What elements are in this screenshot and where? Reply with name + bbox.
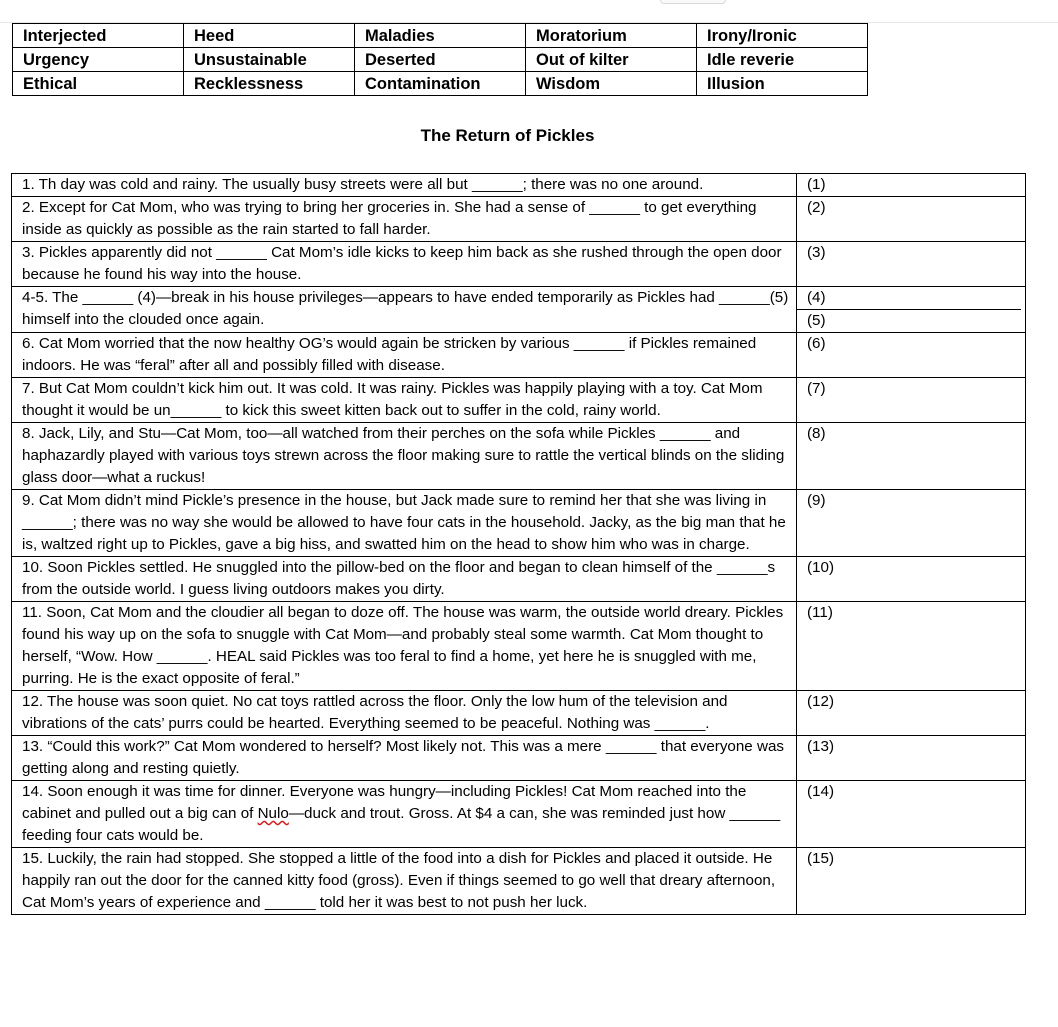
sentence-text: 12. The house was soon quiet. No cat toys rattled across the floor. Only the low hum of the television and vibrations of the cats’ purrs could be hearted. Everything seemed to be peaceful. Nothing was ______. — [12, 691, 797, 736]
sentence-row — [12, 848, 1026, 915]
answer-cell[interactable] — [797, 378, 1026, 423]
sentence-row — [12, 490, 1026, 557]
answer-number: (4) — [807, 289, 826, 306]
sentence-row — [12, 557, 1026, 602]
word-bank-term: Wisdom — [526, 72, 697, 96]
sentence-row — [12, 333, 1026, 378]
word-bank-term: Unsustainable — [184, 48, 355, 72]
answer-cell[interactable] — [797, 848, 1026, 915]
sentence-text: 15. Luckily, the rain had stopped. She stopped a little of the food into a dish for Pickles and placed it outside. He happily ran out the door for the canned kitty food (gross). Even if things seemed to go well that dreary afternoon, Cat Mom’s years of experience and ______ told her it was best to not push her luck. — [12, 848, 797, 915]
word-bank-term: Maladies — [355, 24, 526, 48]
story-title: The Return of Pickles — [420, 126, 595, 145]
word-bank-term: Idle reverie — [697, 48, 868, 72]
sentence-row — [12, 602, 1026, 691]
answer-number: (11) — [807, 604, 833, 621]
answer-cell[interactable] — [797, 736, 1026, 781]
sentence-row — [12, 691, 1026, 736]
answer-number: (15) — [807, 850, 835, 867]
word-bank-term: Interjected — [13, 24, 184, 48]
answer-number: (13) — [807, 738, 835, 755]
sentence-row — [12, 736, 1026, 781]
spellcheck-word: Nulo — [257, 805, 289, 822]
sentence-text: 14. Soon enough it was time for dinner. Everyone was hungry—including Pickles! Cat Mom reached into the cabinet and pulled out a big can of Nulo—duck and trout. Gross. At $4 a can, she was reminded just how ______ feeding four cats would be. — [12, 781, 797, 848]
word-bank-table — [12, 23, 868, 96]
word-bank-term: Moratorium — [526, 24, 697, 48]
answer-number: (5) — [797, 309, 1021, 332]
answer-number: (14) — [807, 783, 835, 800]
answer-number: (1) — [807, 176, 826, 193]
answer-cell[interactable] — [797, 174, 1026, 197]
answer-cell[interactable] — [797, 197, 1026, 242]
word-bank-term: Ethical — [13, 72, 184, 96]
answer-number: (8) — [807, 425, 826, 442]
word-bank-term: Contamination — [355, 72, 526, 96]
answer-cell[interactable] — [797, 242, 1026, 287]
word-bank-term: Out of kilter — [526, 48, 697, 72]
answer-cell[interactable] — [797, 557, 1026, 602]
word-bank-row — [13, 24, 868, 48]
sentence-text: 2. Except for Cat Mom, who was trying to bring her groceries in. She had a sense of ______ to get everything inside as quickly as possible as the rain started to fall harder. — [12, 197, 797, 242]
word-bank-term: Heed — [184, 24, 355, 48]
word-bank-row — [13, 72, 868, 96]
sentence-row — [12, 174, 1026, 197]
word-bank-term: Deserted — [355, 48, 526, 72]
answer-number: (6) — [807, 335, 826, 352]
window-top-strip — [0, 0, 1058, 23]
sentence-row — [12, 242, 1026, 287]
sentence-text: 1. Th day was cold and rainy. The usually busy streets were all but ______; there was no one around. — [12, 174, 797, 197]
word-bank-term: Urgency — [13, 48, 184, 72]
sentence-row — [12, 378, 1026, 423]
sentence-text: 7. But Cat Mom couldn’t kick him out. It was cold. It was rainy. Pickles was happily playing with a toy. Cat Mom thought it would be un______ to kick this sweet kitten back out to suffer in the cold, rainy world. — [12, 378, 797, 423]
answer-cell[interactable] — [797, 490, 1026, 557]
sentence-text: 3. Pickles apparently did not ______ Cat Mom’s idle kicks to keep him back as she rushed through the open door because he found his way into the house. — [12, 242, 797, 287]
answer-number: (12) — [807, 693, 835, 710]
sentence-text: 8. Jack, Lily, and Stu—Cat Mom, too—all watched from their perches on the sofa while Pickles ______ and haphazardly played with various toys strewn across the floor making sure to rattle the vertical blinds on the sliding glass door—what a ruckus! — [12, 423, 797, 490]
sentence-text: 4-5. The ______ (4)—break in his house privileges—appears to have ended temporarily as Pickles had ______(5) himself into the clouded once again. — [12, 287, 797, 333]
word-bank-term: Illusion — [697, 72, 868, 96]
answer-cell[interactable] — [797, 602, 1026, 691]
answer-number: (7) — [807, 380, 826, 397]
sentence-text: 10. Soon Pickles settled. He snuggled into the pillow-bed on the floor and began to clean himself of the ______s from the outside world. I guess living outdoors makes you dirty. — [12, 557, 797, 602]
sentence-text: 9. Cat Mom didn’t mind Pickle’s presence in the house, but Jack made sure to remind her that she was living in ______; there was no way she would be allowed to have four cats in the household. Jacky, as the big man that he is, waltzed right up to Pickles, gave a big hiss, and swatted him on the head to show him who was in charge. — [12, 490, 797, 557]
answer-cell[interactable] — [797, 691, 1026, 736]
word-bank-term: Irony/Ironic — [697, 24, 868, 48]
toolbar-control[interactable] — [660, 0, 726, 4]
answer-cell[interactable] — [797, 423, 1026, 490]
sentence-row — [12, 423, 1026, 490]
sentence-text: 11. Soon, Cat Mom and the cloudier all began to doze off. The house was warm, the outside world dreary. Pickles found his way up on the sofa to snuggle with Cat Mom—and probably steal some warmth. Cat Mom thought to herself, “Wow. How ______. HEAL said Pickles was too feral to find a home, yet here he is snuggled with me, purring. He is the exact opposite of feral.” — [12, 602, 797, 691]
answer-number: (2) — [807, 199, 826, 216]
answer-number: (3) — [807, 244, 826, 261]
sentence-row — [12, 781, 1026, 848]
word-bank-row — [13, 48, 868, 72]
sentence-row — [12, 197, 1026, 242]
sentence-text: 6. Cat Mom worried that the now healthy OG’s would again be stricken by various ______ if Pickles remained indoors. He was “feral” after all and possibly filled with disease. — [12, 333, 797, 378]
story-table — [11, 173, 1026, 915]
sentence-row — [12, 287, 1026, 333]
word-bank-term: Recklessness — [184, 72, 355, 96]
answer-cell[interactable] — [797, 287, 1026, 333]
answer-number: (9) — [807, 492, 826, 509]
answer-cell[interactable] — [797, 781, 1026, 848]
sentence-text: 13. “Could this work?” Cat Mom wondered to herself? Most likely not. This was a mere ______ that everyone was getting along and resting quietly. — [12, 736, 797, 781]
answer-number: (10) — [807, 559, 835, 576]
answer-cell[interactable] — [797, 333, 1026, 378]
